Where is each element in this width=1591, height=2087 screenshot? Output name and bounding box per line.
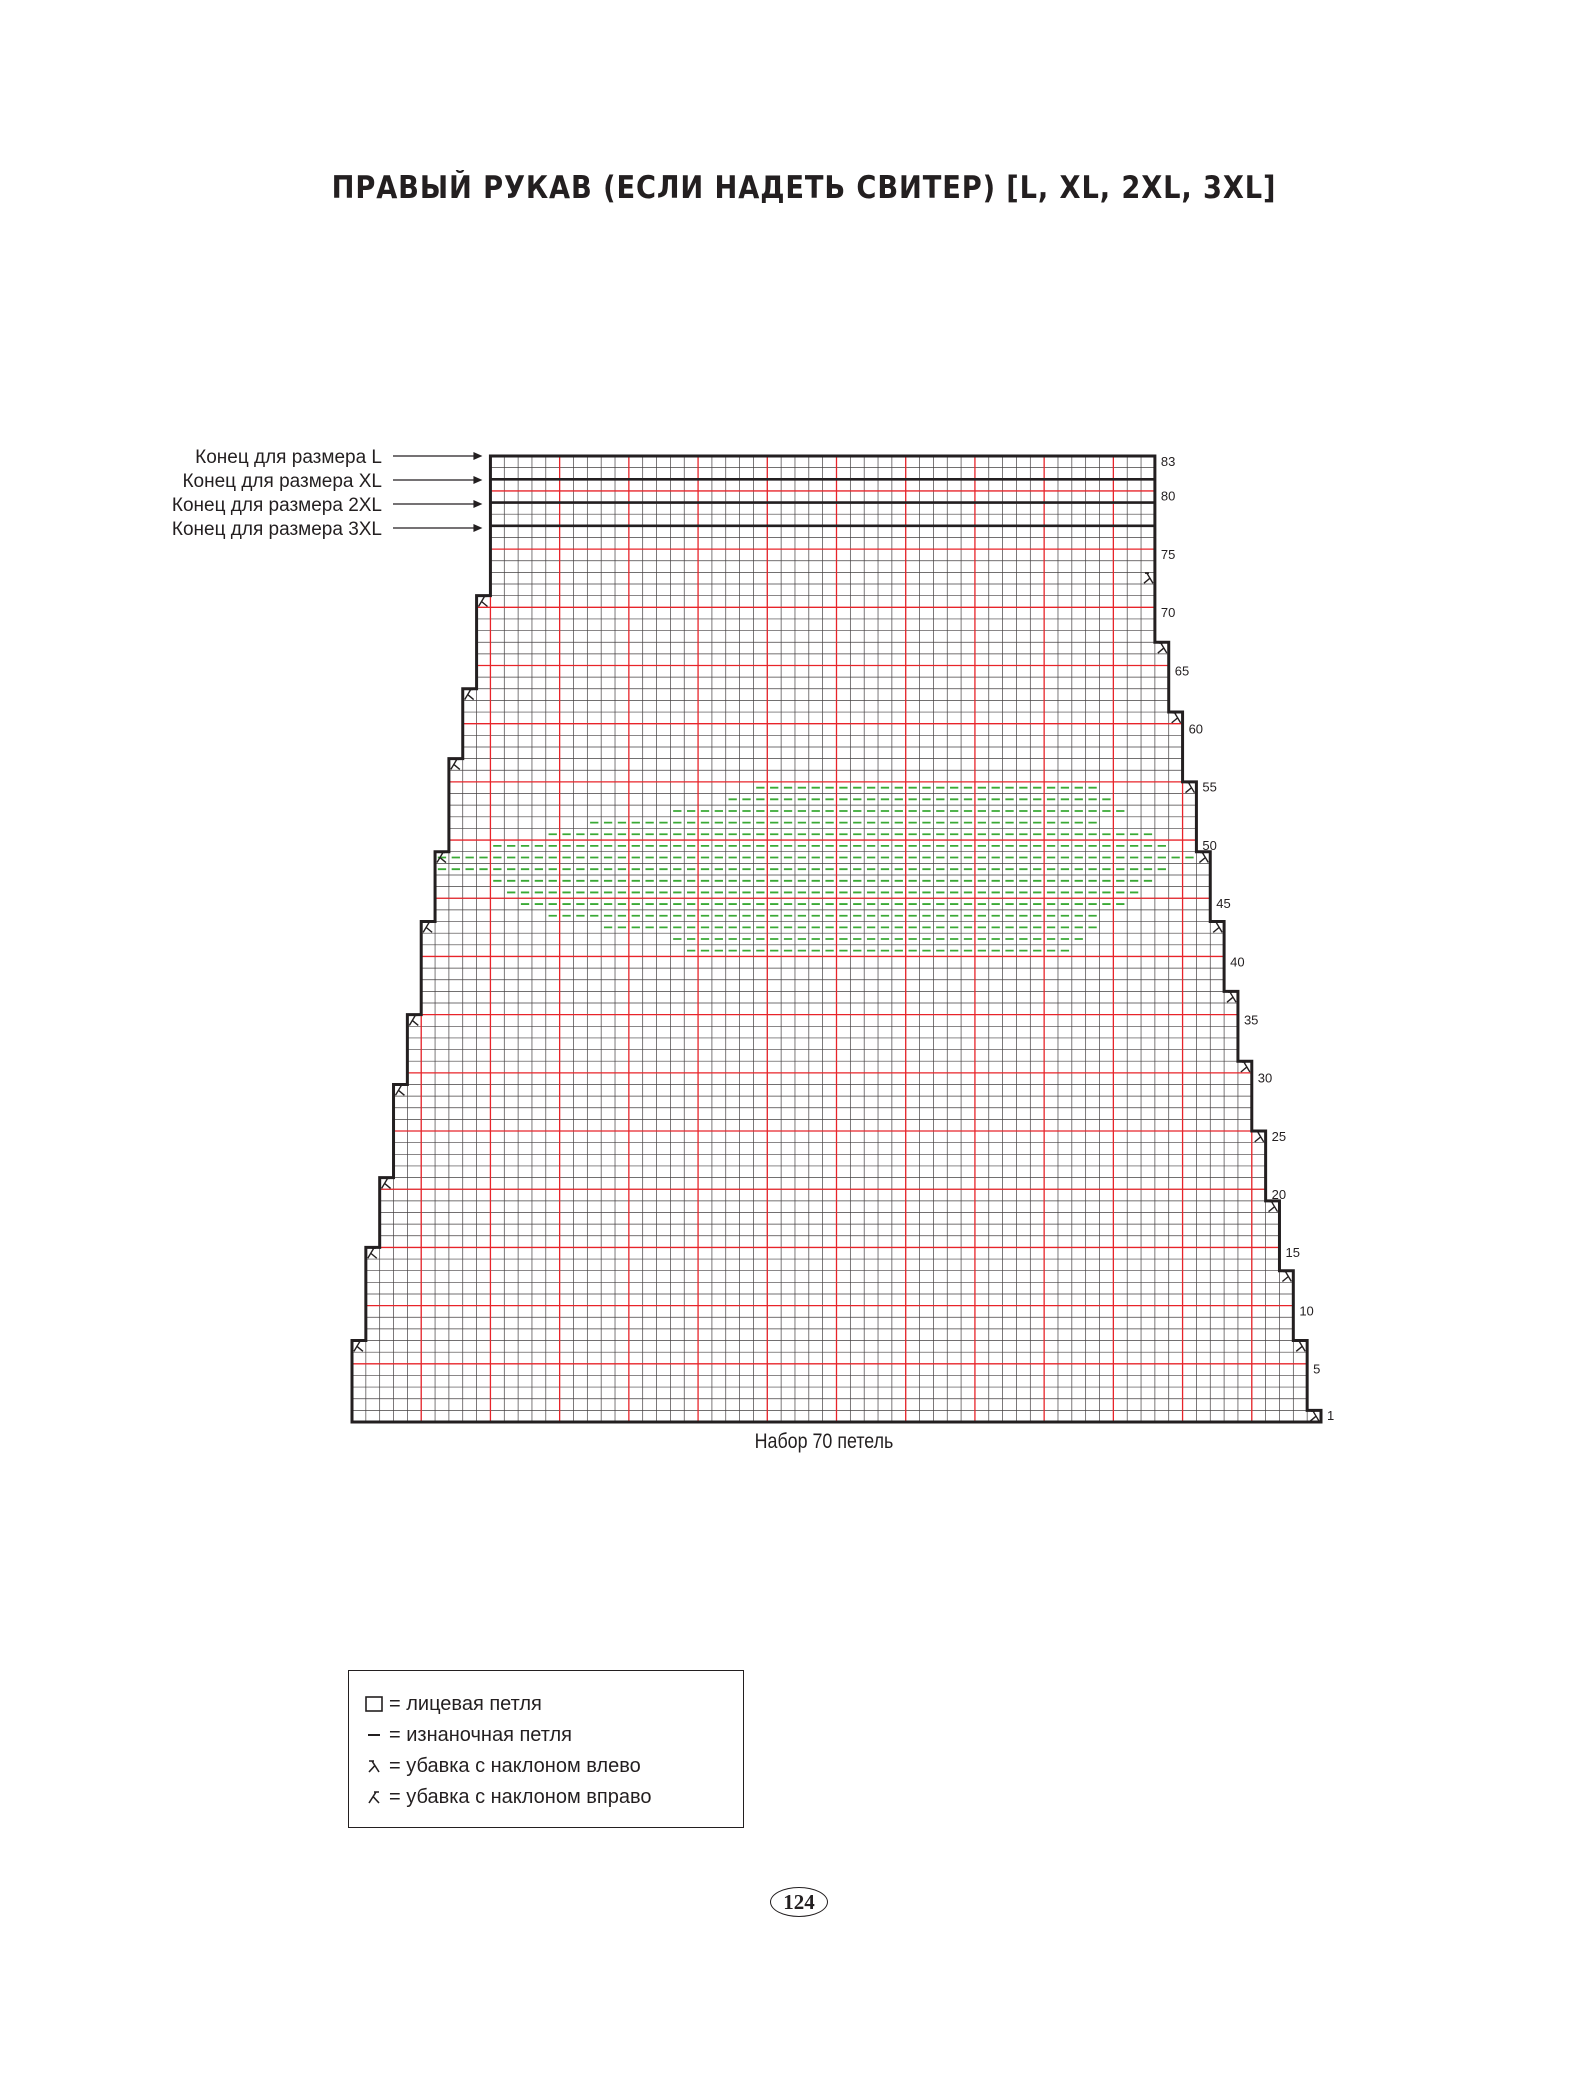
arrow-head-icon xyxy=(473,452,482,460)
decrease-right-mark xyxy=(354,1341,363,1351)
decrease-left-mark xyxy=(1227,992,1236,1002)
row-number: 70 xyxy=(1160,605,1176,621)
legend-text: = лицевая петля xyxy=(389,1692,542,1715)
row-number: 75 xyxy=(1160,546,1176,562)
arrow-head-icon xyxy=(473,476,482,484)
legend-item-decrease-right xyxy=(363,1784,652,1810)
decrease-left-mark xyxy=(1282,1272,1291,1282)
row-number: 40 xyxy=(1230,954,1245,970)
size-end-label: Конец для размера 2XL xyxy=(171,495,382,516)
row-number: 83 xyxy=(1160,453,1176,469)
row-number: 35 xyxy=(1243,1012,1259,1028)
decrease-right-mark xyxy=(409,1015,418,1025)
decrease-left-mark xyxy=(1296,1341,1305,1351)
decrease-left-mark xyxy=(1310,1411,1319,1421)
row-number: 1 xyxy=(1327,1408,1335,1424)
cast-on-label: Набор 70 петель xyxy=(754,1430,894,1453)
row-number: 30 xyxy=(1257,1070,1273,1086)
page-title: ПРАВЫЙ РУКАВ (ЕСЛИ НАДЕТЬ СВИТЕР) [L, XL, 2XL, 3XL] xyxy=(331,170,1277,206)
row-number: 65 xyxy=(1174,663,1190,679)
decrease-left-mark xyxy=(1213,922,1222,932)
decrease-right-mark xyxy=(423,922,432,932)
arrow-head-icon xyxy=(473,500,482,508)
row-number: 80 xyxy=(1160,488,1176,504)
decrease-right-mark xyxy=(479,596,488,606)
page-number: 124 xyxy=(770,1887,828,1917)
row-numbers xyxy=(1161,454,1334,1423)
purl-stitches xyxy=(438,788,1194,951)
size-end-markers xyxy=(172,447,1155,540)
purl-dash xyxy=(438,788,1194,951)
legend-text: = убавка с наклоном вправо xyxy=(389,1785,652,1808)
legend-item-knit xyxy=(363,1691,542,1717)
decrease-left-icon xyxy=(363,1753,385,1779)
row-number: 5 xyxy=(1313,1361,1321,1377)
decrease-left-mark xyxy=(1172,713,1181,723)
row-number: 20 xyxy=(1271,1187,1287,1203)
row-number: 45 xyxy=(1216,896,1231,912)
decrease-right-mark xyxy=(382,1178,391,1188)
row-number: 55 xyxy=(1202,779,1217,795)
decrease-right-mark xyxy=(368,1248,377,1258)
legend-text: = изнаночная петля xyxy=(389,1723,572,1746)
legend-box xyxy=(348,1670,744,1828)
decrease-left-mark xyxy=(1199,853,1208,863)
decrease-left-mark xyxy=(1255,1132,1264,1142)
decrease-right-mark xyxy=(465,690,474,700)
legend-item-purl xyxy=(363,1722,572,1748)
knit-square-icon xyxy=(363,1691,385,1717)
legend-text: = убавка с наклоном влево xyxy=(389,1754,641,1777)
decrease-right-icon xyxy=(363,1784,385,1810)
row-number: 50 xyxy=(1202,837,1217,853)
size-end-label: Конец для размера XL xyxy=(182,471,382,492)
decrease-left-mark xyxy=(1185,783,1194,793)
row-number: 25 xyxy=(1271,1128,1287,1144)
row-number: 60 xyxy=(1188,721,1204,737)
decrease-right-mark xyxy=(395,1085,404,1095)
decrease-left-mark xyxy=(1241,1062,1250,1072)
row-number: 15 xyxy=(1285,1245,1300,1261)
row-number: 10 xyxy=(1299,1303,1314,1319)
decrease-left-mark xyxy=(1158,643,1167,653)
purl-dash-icon xyxy=(363,1722,385,1748)
decrease-right-mark xyxy=(451,759,460,769)
decrease-left-mark xyxy=(1269,1202,1278,1212)
legend-item-decrease-left xyxy=(363,1753,641,1779)
arrow-head-icon xyxy=(473,524,482,532)
size-end-label: Конец для размера 3XL xyxy=(171,519,382,540)
decrease-left-mark xyxy=(1144,573,1153,583)
size-end-label: Конец для размера L xyxy=(195,447,382,468)
